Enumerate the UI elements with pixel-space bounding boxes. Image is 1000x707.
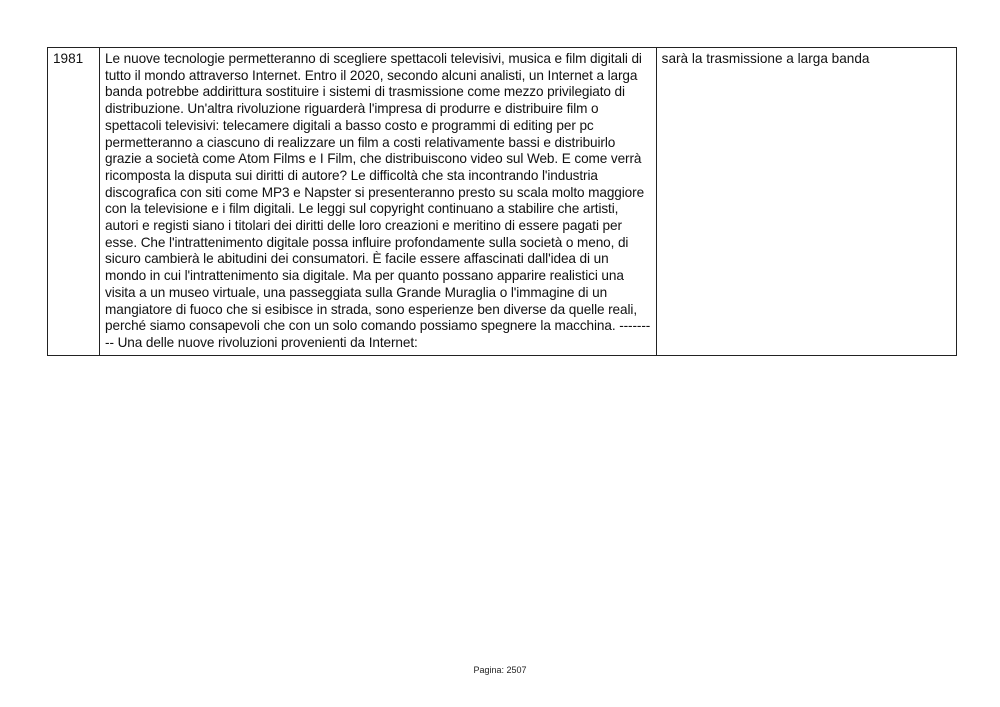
page-number: Pagina: 2507 <box>473 665 527 675</box>
year-cell: 1981 <box>48 48 100 356</box>
note-cell: sarà la trasmissione a larga banda <box>656 48 956 356</box>
text-cell: Le nuove tecnologie permetteranno di scegliere spettacoli televisivi, musica e film digitali di tutto il mondo attraverso Internet. Entro il 2020, secondo alcuni analisti, un Internet a larga banda potrebbe addirittura sostituire i sistemi di trasmissione come mezzo privilegiato di distribuzione. Un'altra rivoluzione riguarderà l'impresa di produrre e distribuire film o spettacoli televisivi: telecamere digitali a basso costo e programmi di editing per pc permetteranno a ciascuno di realizzare un film a costi relativamente bassi e distribuirlo grazie a società come Atom Films e I Film, che distribuiscono video sul Web. E come verrà ricomposta la disputa sui diritti di autore? Le difficoltà che sta incontrando l'industria discografica con siti come MP3 e Napster si presenteranno presto su scala molto maggiore con la televisione e i film digitali. Le leggi sul copyright continuano a stabilire che artisti, autori e registi siano i titolari dei diritti delle loro creazioni e meritino di essere pagati per esse. Che l'intrattenimento digitale possa influire profondamente sulla società o meno, di sicuro cambierà le abitudini dei consumatori. È facile essere affascinati dall'idea di un mondo in cui l'intrattenimento sia digitale. Ma per quanto possano apparire realistici una visita a un museo virtuale, una passeggiata sulla Grande Muraglia o l'immagine di un mangiatore di fuoco che si esibisce in strada, sono esperienze ben diverse da quelle reali, perché siamo consapevoli che con un solo comando possiamo spegnere la macchina. --------- Una delle nuove rivoluzioni provenienti da Internet: <box>100 48 657 356</box>
table-row <box>48 48 957 356</box>
data-table <box>47 47 957 356</box>
